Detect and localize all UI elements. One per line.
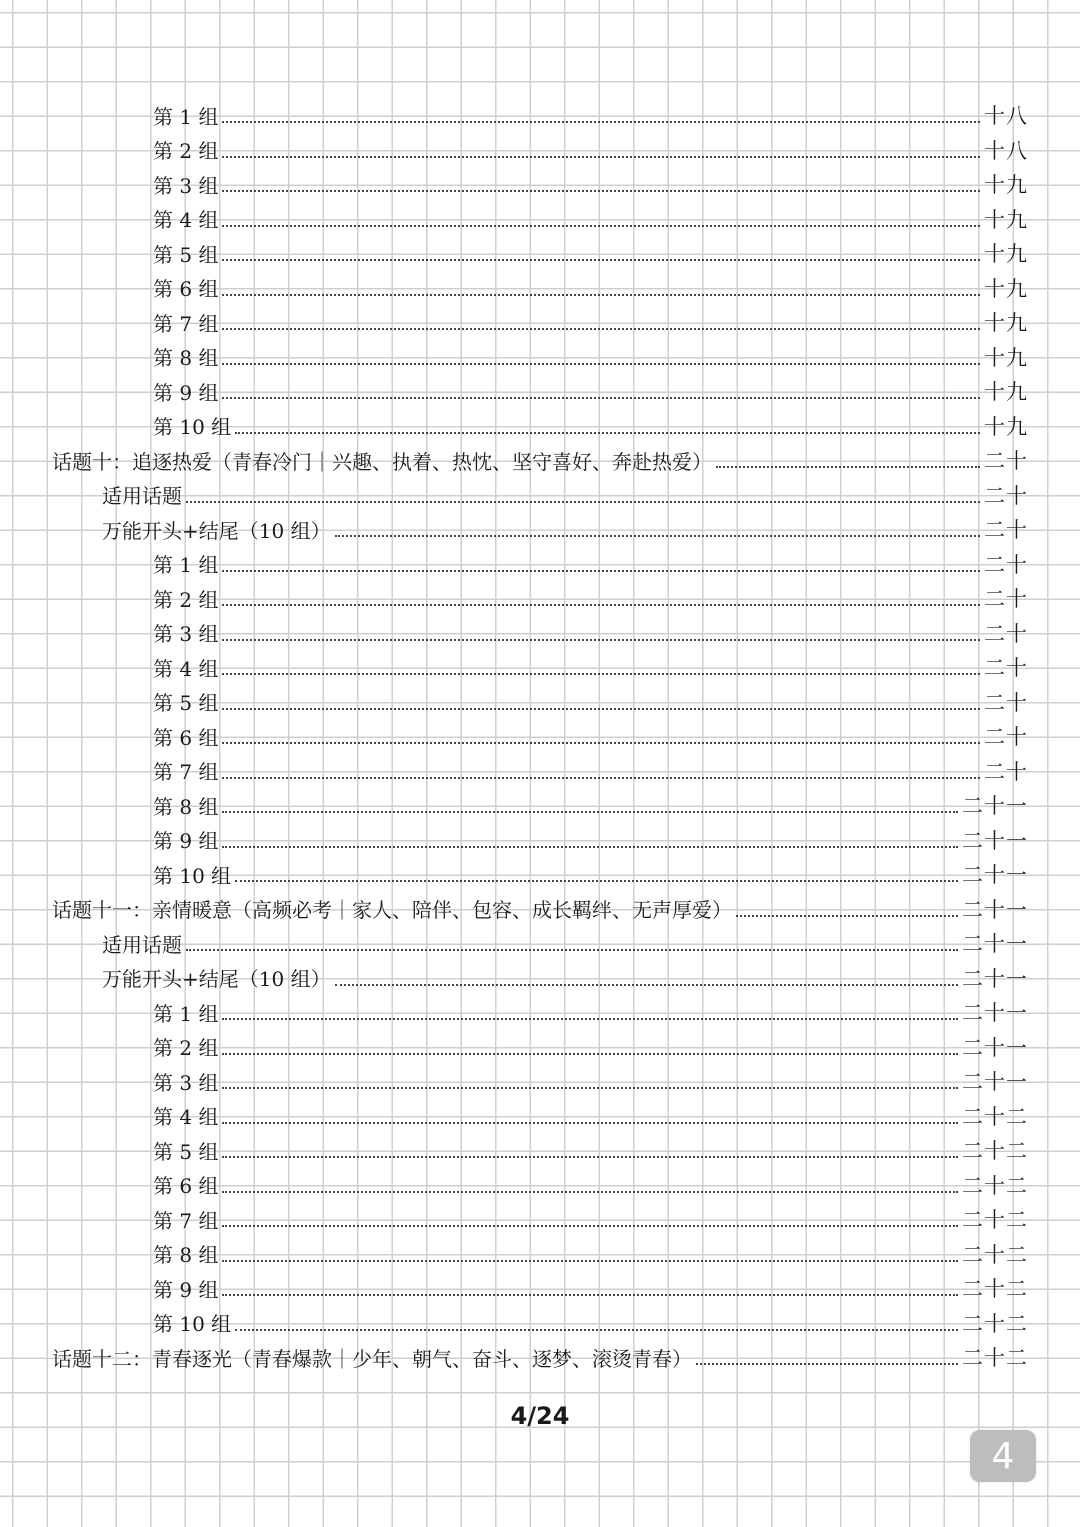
- dot-leader: [222, 639, 980, 641]
- toc-entry-label: 第 4 组: [153, 1105, 219, 1130]
- toc-entry-page-number: 二十: [984, 690, 1028, 715]
- dot-leader: [222, 1053, 958, 1055]
- toc-entry-label: 第 5 组: [153, 691, 219, 716]
- toc-entry-label: 第 2 组: [153, 1036, 219, 1061]
- toc-group-entry[interactable]: [0, 340, 1080, 375]
- dot-leader: [222, 121, 980, 123]
- toc-entry-page-number: 二十二: [962, 1139, 1028, 1164]
- toc-section-entry[interactable]: [0, 926, 1080, 961]
- dot-leader: [222, 225, 980, 227]
- toc-entry-label: 第 1 组: [153, 1001, 219, 1026]
- toc-group-entry[interactable]: [0, 1202, 1080, 1237]
- dot-leader: [222, 846, 958, 848]
- toc-group-entry[interactable]: [0, 823, 1080, 858]
- toc-topic-heading[interactable]: [0, 892, 1080, 927]
- table-of-contents: [0, 98, 1080, 1375]
- toc-entry-page-number: 二十: [984, 518, 1028, 543]
- toc-group-entry[interactable]: [0, 1030, 1080, 1065]
- toc-entry-page-number: 二十二: [962, 1208, 1028, 1233]
- toc-group-entry[interactable]: [0, 754, 1080, 789]
- toc-entry-page-number: 二十二: [962, 1242, 1028, 1267]
- toc-entry-label: 适用话题: [102, 932, 182, 957]
- dot-leader: [186, 949, 958, 951]
- toc-entry-page-number: 十八: [984, 104, 1028, 129]
- toc-group-entry[interactable]: [0, 98, 1080, 133]
- toc-entry-label: 第 2 组: [153, 587, 219, 612]
- dot-leader: [335, 535, 980, 537]
- toc-section-entry[interactable]: [0, 512, 1080, 547]
- toc-entry-label: 万能开头+结尾（10 组）: [102, 518, 331, 543]
- toc-group-entry[interactable]: [0, 374, 1080, 409]
- toc-entry-label: 第 3 组: [153, 173, 219, 198]
- toc-entry-label: 第 3 组: [153, 1070, 219, 1095]
- dot-leader: [222, 742, 980, 744]
- toc-entry-label: 第 7 组: [153, 760, 219, 785]
- toc-entry-page-number: 十九: [984, 242, 1028, 267]
- toc-entry-label: 第 2 组: [153, 139, 219, 164]
- toc-entry-label: 第 4 组: [153, 656, 219, 681]
- dot-leader: [222, 397, 980, 399]
- toc-entry-page-number: 二十二: [962, 1173, 1028, 1198]
- toc-entry-page-number: 二十: [984, 587, 1028, 612]
- toc-entry-label: 适用话题: [102, 484, 182, 509]
- page-number-badge: 4: [970, 1430, 1036, 1482]
- toc-entry-label: 第 3 组: [153, 622, 219, 647]
- toc-entry-page-number: 二十一: [962, 794, 1028, 819]
- toc-entry-page-number: 二十一: [962, 1035, 1028, 1060]
- dot-leader: [696, 1363, 958, 1365]
- toc-group-entry[interactable]: [0, 1168, 1080, 1203]
- toc-entry-label: 话题十：追逐热爱（青春冷门｜兴趣、执着、热忱、坚守喜好、奔赴热爱）: [52, 449, 712, 474]
- toc-group-entry[interactable]: [0, 409, 1080, 444]
- toc-entry-page-number: 十九: [984, 276, 1028, 301]
- toc-group-entry[interactable]: [0, 719, 1080, 754]
- toc-entry-label: 第 10 组: [153, 1312, 232, 1337]
- toc-section-entry[interactable]: [0, 478, 1080, 513]
- dot-leader: [335, 984, 958, 986]
- dot-leader: [222, 777, 980, 779]
- toc-entry-label: 话题十一：亲情暖意（高频必考｜家人、陪伴、包容、成长羁绊、无声厚爱）: [52, 898, 732, 923]
- dot-leader: [222, 1225, 958, 1227]
- toc-topic-heading[interactable]: [0, 443, 1080, 478]
- dot-leader: [222, 328, 980, 330]
- toc-entry-label: 第 10 组: [153, 863, 232, 888]
- toc-entry-page-number: 二十一: [962, 828, 1028, 853]
- dot-leader: [222, 673, 980, 675]
- toc-group-entry[interactable]: [0, 133, 1080, 168]
- toc-entry-label: 第 9 组: [153, 1277, 219, 1302]
- toc-group-entry[interactable]: [0, 202, 1080, 237]
- toc-entry-page-number: 二十一: [962, 1001, 1028, 1026]
- toc-entry-label: 第 8 组: [153, 794, 219, 819]
- toc-entry-label: 第 8 组: [153, 1243, 219, 1268]
- dot-leader: [222, 1018, 958, 1020]
- toc-entry-label: 第 1 组: [153, 553, 219, 578]
- toc-entry-page-number: 二十一: [962, 966, 1028, 991]
- toc-group-entry[interactable]: [0, 1064, 1080, 1099]
- dot-leader: [235, 880, 958, 882]
- toc-entry-label: 第 5 组: [153, 242, 219, 267]
- toc-entry-page-number: 二十: [984, 725, 1028, 750]
- dot-leader: [222, 570, 980, 572]
- toc-entry-label: 第 7 组: [153, 1208, 219, 1233]
- toc-entry-page-number: 二十: [984, 621, 1028, 646]
- toc-section-entry[interactable]: [0, 961, 1080, 996]
- dot-leader: [222, 1294, 958, 1296]
- dot-leader: [222, 1260, 958, 1262]
- toc-entry-label: 第 9 组: [153, 829, 219, 854]
- toc-topic-heading[interactable]: [0, 1340, 1080, 1375]
- dot-leader: [222, 294, 980, 296]
- dot-leader: [222, 604, 980, 606]
- toc-entry-page-number: 二十: [984, 552, 1028, 577]
- toc-entry-label: 第 6 组: [153, 725, 219, 750]
- toc-group-entry[interactable]: [0, 1237, 1080, 1272]
- toc-entry-page-number: 二十: [984, 483, 1028, 508]
- dot-leader: [222, 190, 980, 192]
- dot-leader: [222, 1156, 958, 1158]
- toc-entry-page-number: 十九: [984, 345, 1028, 370]
- toc-entry-label: 第 9 组: [153, 380, 219, 405]
- toc-entry-label: 话题十二：青春逐光（青春爆款｜少年、朝气、奋斗、逐梦、滚烫青春）: [52, 1346, 692, 1371]
- toc-entry-label: 第 7 组: [153, 311, 219, 336]
- toc-entry-page-number: 二十: [984, 449, 1028, 474]
- toc-group-entry[interactable]: [0, 788, 1080, 823]
- dot-leader: [222, 1122, 958, 1124]
- toc-group-entry[interactable]: [0, 685, 1080, 720]
- toc-entry-page-number: 二十一: [962, 863, 1028, 888]
- toc-group-entry[interactable]: [0, 305, 1080, 340]
- toc-entry-label: 第 6 组: [153, 277, 219, 302]
- dot-leader: [235, 432, 980, 434]
- dot-leader: [716, 466, 980, 468]
- toc-entry-page-number: 十八: [984, 138, 1028, 163]
- toc-group-entry[interactable]: [0, 995, 1080, 1030]
- toc-entry-label: 第 6 组: [153, 1174, 219, 1199]
- toc-entry-label: 第 8 组: [153, 346, 219, 371]
- toc-entry-page-number: 十九: [984, 173, 1028, 198]
- toc-group-entry[interactable]: [0, 271, 1080, 306]
- toc-entry-page-number: 二十一: [962, 897, 1028, 922]
- dot-leader: [222, 811, 958, 813]
- dot-leader: [736, 915, 958, 917]
- toc-group-entry[interactable]: [0, 616, 1080, 651]
- toc-entry-page-number: 十九: [984, 380, 1028, 405]
- dot-leader: [235, 1329, 958, 1331]
- toc-group-entry[interactable]: [0, 581, 1080, 616]
- toc-entry-page-number: 二十二: [962, 1346, 1028, 1371]
- toc-entry-page-number: 二十: [984, 759, 1028, 784]
- toc-group-entry[interactable]: [0, 1133, 1080, 1168]
- dot-leader: [222, 1087, 958, 1089]
- toc-group-entry[interactable]: [0, 547, 1080, 582]
- toc-group-entry[interactable]: [0, 857, 1080, 892]
- toc-entry-page-number: 二十二: [962, 1104, 1028, 1129]
- toc-group-entry[interactable]: [0, 650, 1080, 685]
- toc-entry-label: 第 5 组: [153, 1139, 219, 1164]
- toc-entry-label: 万能开头+结尾（10 组）: [102, 967, 331, 992]
- toc-entry-label: 第 10 组: [153, 415, 232, 440]
- dot-leader: [222, 363, 980, 365]
- toc-entry-label: 第 1 组: [153, 104, 219, 129]
- dot-leader: [186, 501, 980, 503]
- toc-group-entry[interactable]: [0, 1306, 1080, 1341]
- toc-entry-label: 第 4 组: [153, 208, 219, 233]
- toc-entry-page-number: 二十一: [962, 932, 1028, 957]
- dot-leader: [222, 156, 980, 158]
- toc-entry-page-number: 二十二: [962, 1277, 1028, 1302]
- toc-entry-page-number: 十九: [984, 311, 1028, 336]
- toc-entry-page-number: 二十: [984, 656, 1028, 681]
- page-indicator: 4/24: [510, 1402, 570, 1430]
- dot-leader: [222, 708, 980, 710]
- toc-entry-page-number: 十九: [984, 207, 1028, 232]
- toc-group-entry[interactable]: [0, 1099, 1080, 1134]
- toc-entry-page-number: 十九: [984, 414, 1028, 439]
- dot-leader: [222, 259, 980, 261]
- dot-leader: [222, 1191, 958, 1193]
- toc-entry-page-number: 二十二: [962, 1311, 1028, 1336]
- toc-group-entry[interactable]: [0, 236, 1080, 271]
- toc-entry-page-number: 二十一: [962, 1070, 1028, 1095]
- toc-group-entry[interactable]: [0, 167, 1080, 202]
- toc-group-entry[interactable]: [0, 1271, 1080, 1306]
